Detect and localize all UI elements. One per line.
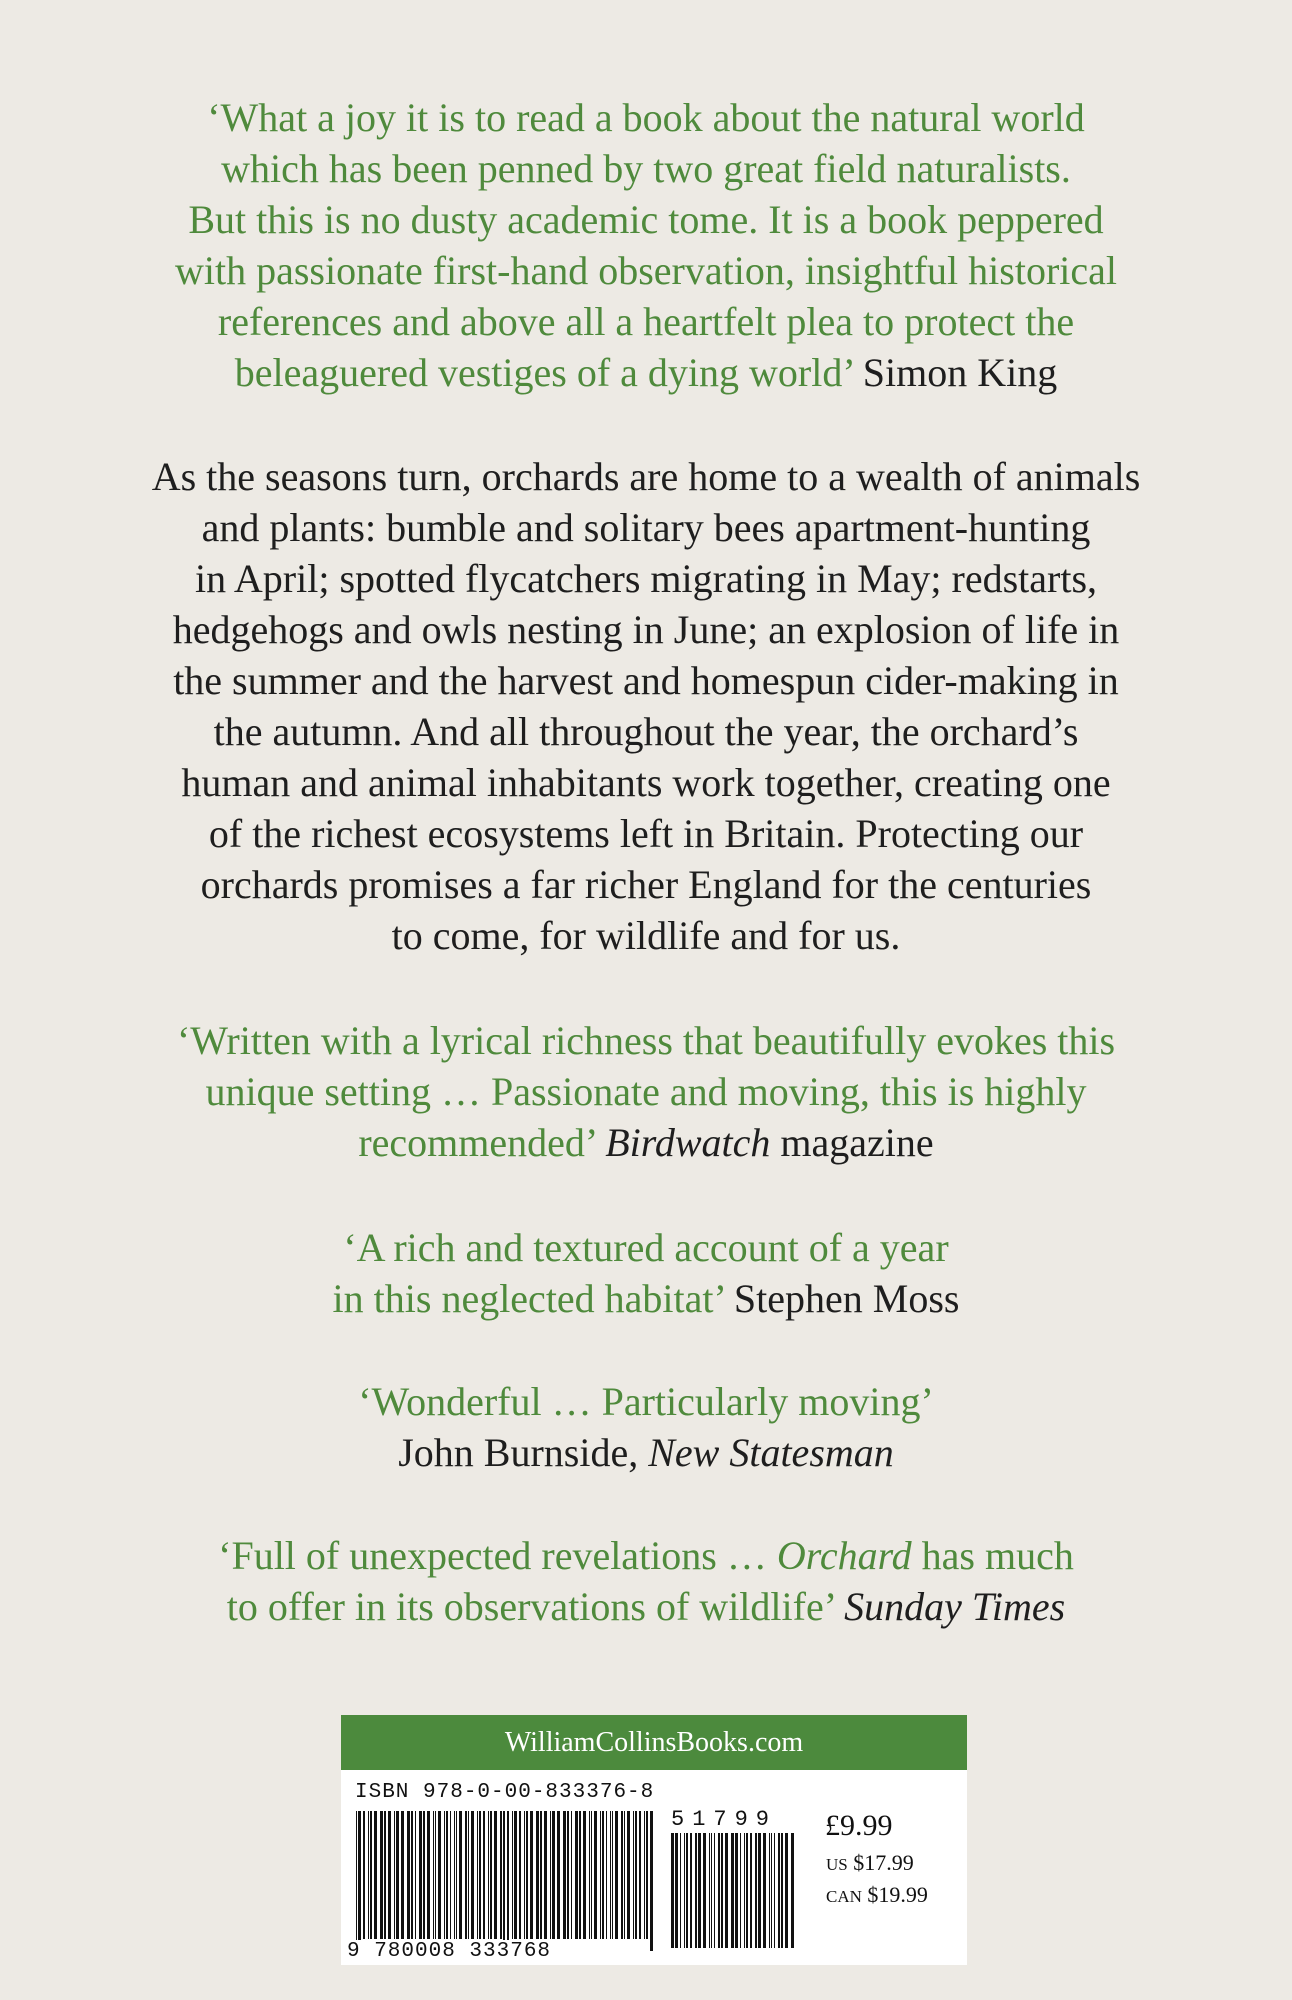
barcode-bar: [785, 1833, 788, 1948]
barcode-bar: [363, 1811, 365, 1939]
barcode-bar: [401, 1811, 404, 1939]
barcode-bar: [602, 1811, 604, 1939]
barcode-bar: [690, 1833, 692, 1948]
barcode-bar: [624, 1811, 625, 1939]
barcode-bar: [703, 1833, 706, 1948]
barcode-bar: [450, 1811, 451, 1939]
barcode-bar: [396, 1811, 399, 1939]
price-gbp: £9.99: [825, 1809, 893, 1842]
barcode-bar: [746, 1833, 748, 1948]
barcode-bar: [540, 1811, 542, 1939]
barcode-bar: [633, 1811, 634, 1939]
barcode-bar: [718, 1833, 720, 1948]
barcode-bar: [438, 1811, 441, 1939]
attribution-name: John Burnside,: [398, 1430, 639, 1475]
price-us: [826, 1850, 914, 1876]
barcode-bar: [675, 1833, 678, 1948]
quote-line: [0, 1273, 1292, 1324]
barcode-bar: [594, 1811, 597, 1939]
quote-line: [0, 1530, 1292, 1581]
barcode-bar: [684, 1833, 685, 1948]
barcode-bar: [606, 1811, 607, 1939]
barcode-bar: [740, 1833, 741, 1948]
blurb-line: the autumn. And all throughout the year, the orchard’s: [213, 709, 1079, 754]
barcode-bar: [589, 1811, 590, 1939]
barcode-bar: [778, 1833, 780, 1948]
barcode-bar: [507, 1811, 509, 1951]
barcode-bar: [394, 1811, 395, 1939]
barcode-bar: [731, 1833, 734, 1948]
quote-john-burnside: [0, 1376, 1292, 1478]
barcode-bar: [530, 1811, 533, 1939]
quote-line: [0, 1581, 1292, 1632]
blurb-line: and plants: bumble and solitary bees apartment-hunting: [201, 505, 1091, 550]
price-addon-digits: 51799: [671, 1807, 778, 1832]
quote-attribution: [0, 1427, 1292, 1478]
blurb-line: to come, for wildlife and for us.: [391, 913, 901, 958]
quote-line: ‘Written with a lyrical richness that beautifully evokes this: [176, 1018, 1116, 1063]
barcode-bar: [735, 1833, 738, 1948]
barcode-bar: [711, 1833, 712, 1948]
barcode-bar: [579, 1811, 581, 1939]
barcode-bar: [407, 1811, 410, 1939]
barcode-bar: [621, 1811, 623, 1939]
quote-line: with passionate first-hand observation, insightful historical: [174, 248, 1118, 293]
barcode-bar: [488, 1811, 489, 1939]
quote-attribution: Simon King: [862, 350, 1058, 395]
attribution-publication: New Statesman: [648, 1430, 894, 1475]
quote-attribution: Stephen Moss: [733, 1276, 960, 1321]
blurb-line: human and animal inhabitants work together, creating one: [181, 760, 1111, 805]
barcode-bar: [380, 1811, 383, 1939]
quote-line: ‘A rich and textured account of a year: [343, 1225, 949, 1270]
quote-line: which has been penned by two great field naturalists.: [221, 146, 1071, 191]
isbn-label: ISBN 978-0-00-833376-8: [355, 1781, 655, 1804]
barcode-bar: [575, 1811, 578, 1939]
barcode-bar: [721, 1833, 723, 1948]
barcode-bar: [695, 1833, 697, 1948]
barcode-bar: [646, 1811, 648, 1939]
barcode-bar: [356, 1811, 357, 1951]
price-can: [826, 1882, 928, 1908]
quote-line: But this is no dusty academic tome. It is a book peppered: [188, 197, 1104, 242]
barcode-bar: [781, 1833, 783, 1948]
price-addon-barcode: [671, 1833, 801, 1953]
quote-line: references and above all a heartfelt plea to protect the: [217, 299, 1075, 344]
barcode-bar: [557, 1811, 560, 1939]
barcode-bar: [384, 1811, 386, 1939]
barcode-bar: [415, 1811, 416, 1939]
barcode-bar: [536, 1811, 539, 1939]
quote-line: ‘What a joy it is to read a book about the natural world: [207, 95, 1085, 140]
blurb-line: As the seasons turn, orchards are home to a wealth of animals: [151, 454, 1141, 499]
barcode-bar: [758, 1833, 761, 1948]
barcode-bar: [610, 1811, 611, 1939]
quote-birdwatch: [0, 1015, 1292, 1168]
barcode-bar: [444, 1811, 445, 1939]
barcode-bar: [514, 1811, 517, 1939]
quote-source-title: Birdwatch: [605, 1120, 771, 1165]
barcode-bar: [423, 1811, 425, 1939]
quote-line: unique setting … Passionate and moving, this is highly: [205, 1069, 1087, 1114]
quote-stephen-moss: [0, 1222, 1292, 1324]
price-us-label: US: [826, 1855, 848, 1874]
barcode-bar: [744, 1833, 745, 1948]
quote-sunday-times: [0, 1530, 1292, 1632]
barcode-bar: [477, 1811, 478, 1939]
barcode-bar: [454, 1811, 455, 1939]
barcode-bar: [755, 1833, 757, 1948]
barcode-bar: [791, 1833, 794, 1948]
barcode-bar: [419, 1811, 422, 1939]
barcode-bar: [771, 1833, 772, 1948]
quote-line-text: recommended’: [358, 1120, 596, 1165]
barcode-bar: [571, 1811, 572, 1939]
barcode-bar: [471, 1811, 474, 1939]
blurb-line: the summer and the harvest and homespun cider-making in: [173, 658, 1119, 703]
barcode-bar: [512, 1811, 513, 1939]
barcode-bar: [650, 1811, 653, 1951]
barcode-bar: [644, 1811, 645, 1939]
barcode-bar: [612, 1811, 613, 1939]
barcode-bar: [358, 1811, 361, 1951]
blurb-line: hedgehogs and owls nesting in June; an explosion of life in: [172, 607, 1120, 652]
barcode-bar: [583, 1811, 586, 1939]
barcode-bar: [456, 1811, 457, 1939]
barcode-bar: [671, 1833, 674, 1948]
price-can-value: $19.99: [867, 1882, 928, 1907]
barcode-bar: [552, 1811, 555, 1939]
barcode-bar: [750, 1833, 752, 1948]
blurb-line: in April; spotted flycatchers migrating in May; redstarts,: [194, 556, 1098, 601]
barcode-bar: [468, 1811, 469, 1939]
barcode-bar: [600, 1811, 601, 1939]
barcode-bar: [519, 1811, 521, 1939]
barcode-bar: [709, 1833, 710, 1948]
quote-simon-king: [0, 92, 1292, 398]
quote-line-text: has much: [921, 1533, 1074, 1578]
barcode-panel: [341, 1715, 967, 1965]
quote-book-title: Orchard: [776, 1533, 912, 1578]
barcode-bar: [411, 1811, 413, 1939]
barcode-bar: [503, 1811, 505, 1951]
ean-digits: 9 780008 333768: [347, 1940, 552, 1963]
barcode-bar: [524, 1811, 525, 1939]
blurb-line: orchards promises a far richer England for the centuries: [200, 862, 1092, 907]
barcode-bar: [388, 1811, 391, 1939]
barcode-bar: [635, 1811, 637, 1939]
barcode-bar: [763, 1833, 766, 1948]
barcode-bar: [374, 1811, 377, 1939]
barcode-bar: [479, 1811, 481, 1939]
barcode-bar: [500, 1811, 502, 1939]
quote-line: ‘Wonderful … Particularly moving’: [358, 1379, 934, 1424]
quote-line-text: in this neglected habitat’: [332, 1276, 724, 1321]
barcode-bar: [433, 1811, 434, 1939]
barcode-bar: [446, 1811, 448, 1939]
barcode-bar: [544, 1811, 547, 1939]
barcode-bar: [567, 1811, 569, 1939]
barcode-bar: [550, 1811, 551, 1939]
quote-line-text: beleaguered vestiges of a dying world’: [234, 350, 853, 395]
price-us-value: $17.99: [853, 1850, 914, 1875]
barcode-bar: [459, 1811, 462, 1939]
barcode-bar: [615, 1811, 618, 1939]
barcode-bar: [368, 1811, 369, 1939]
ean-barcode: [356, 1811, 656, 1951]
quote-line-text: ‘Full of unexpected revelations …: [218, 1533, 767, 1578]
quote-line: [0, 1117, 1292, 1168]
barcode-bar: [483, 1811, 485, 1939]
barcode-bar: [725, 1833, 728, 1948]
barcode-bar: [774, 1833, 775, 1948]
barcode-bar: [490, 1811, 492, 1939]
barcode-bar: [591, 1811, 592, 1939]
quote-line: [0, 347, 1292, 398]
book-blurb: [0, 451, 1292, 961]
barcode-bar: [714, 1833, 715, 1948]
barcode-bar: [465, 1811, 467, 1939]
barcode-bar: [563, 1811, 566, 1939]
price-can-label: CAN: [826, 1887, 862, 1906]
quote-source-rest: magazine: [780, 1120, 934, 1165]
barcode-bar: [686, 1833, 688, 1948]
barcode-bar: [769, 1833, 770, 1948]
barcode-bar: [494, 1811, 497, 1939]
barcode-bar: [370, 1811, 372, 1939]
publisher-website: WilliamCollinsBooks.com: [341, 1715, 967, 1770]
quote-attribution: Sunday Times: [844, 1584, 1066, 1629]
barcode-bar: [435, 1811, 436, 1939]
barcode-bar: [639, 1811, 641, 1939]
barcode-bar: [680, 1833, 681, 1948]
barcode-bar: [698, 1833, 701, 1948]
barcode-bar: [526, 1811, 528, 1939]
blurb-line: of the richest ecosystems left in Britain. Protecting our: [208, 811, 1084, 856]
quote-line-text: to offer in its observations of wildlife’: [226, 1584, 835, 1629]
barcode-bar: [427, 1811, 430, 1939]
barcode-bar: [627, 1811, 630, 1939]
